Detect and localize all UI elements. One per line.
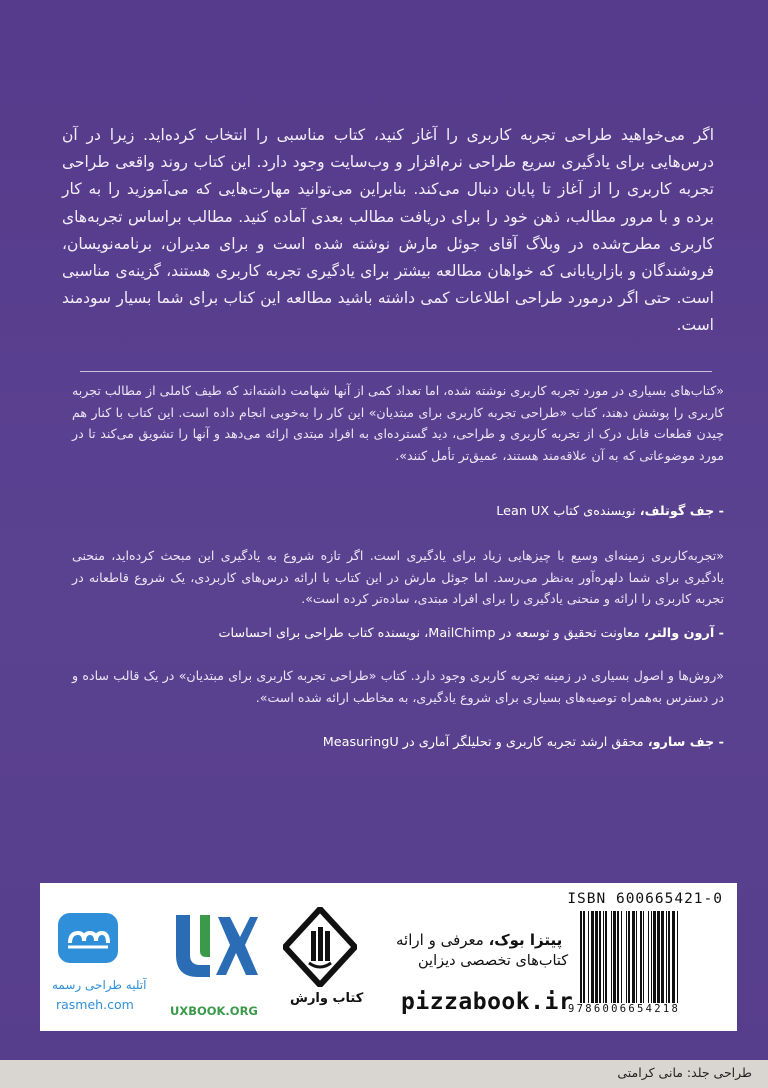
- pizzabook-tagline-text: معرفی و ارائه: [396, 931, 484, 949]
- book-blurb: اگر می‌خواهید طراحی تجربه کاربری را آغاز کنید، کتاب مناسبی را انتخاب کرده‌اید. زیرا در آن درس‌هایی برای یادگیری سریع طراحی نرم‌افزار و وب‌سایت وجود دارد. این کتاب روند واقعی طراحی تجربه کاربری را از آغاز تا پایان دنبال می‌کند. بنابراین می‌توانید مهارت‌هایی که می‌آموزید را به کار برده و با مرور مطالب، ذهن خود را برای دریافت مطالب بعدی آماده کنید. مطالب براساس تجربه‌های کاربری مطرح‌شده در وبلاگ آقای جوئل مارش نوشته شده است و برای مدیران، برنامه‌نویسان، فروشندگان و بازاریابانی که خواهان مطالعه بیشتر برای یادگیری تجربه کاربری هستند، گزینه‌ی مناسبی است. حتی اگر درمورد طراحی اطلاعات کمی داشته باشید مطالعه این کتاب برای شما بسیار سودمند است.: [62, 126, 714, 335]
- pizzabook-tagline: [396, 931, 562, 949]
- pizzabook-brand: پیتزا بوک،: [488, 931, 563, 949]
- publisher-name: کتاب وارش: [290, 991, 364, 1006]
- cover-designer-credit: طراحی جلد: مانی کرامتی: [617, 1065, 752, 1080]
- pizzabook-subtitle: کتاب‌های تخصصی دیزاین: [418, 953, 569, 969]
- testimonial-author: - آرون والتر،: [643, 626, 724, 641]
- uxbook-url[interactable]: UXBOOK.ORG: [170, 1004, 258, 1018]
- testimonial-quote: «تجربه‌کاربری زمینه‌ای وسیع با چیزهایی زیاد برای یادگیری است. اگر تازه شروع به یادگیری این مبحث کرده‌اید، منحنی یادگیری برای شما دلهره‌آور به‌نظر می‌رسد. اما جوئل مارش در این کتاب با ارائه درس‌های کاربردی، یک شروع قاطعانه در تجربه کاربری را ارائه و منحنی یادگیری را برای افراد مبتدی، ساده‌تر کرده است».: [72, 548, 724, 606]
- rasmeh-name: آتلیه طراحی رسمه: [52, 978, 147, 992]
- testimonial-attribution: [218, 626, 724, 641]
- divider: [80, 371, 712, 372]
- testimonial-author: - جف سارو،: [647, 735, 724, 750]
- uxbook-logo-icon: [170, 911, 258, 981]
- publisher-panel: [40, 883, 737, 1031]
- testimonial-role: محقق ارشد تجربه کاربری و تحلیلگر آماری در MeasuringU: [322, 735, 644, 750]
- testimonial-quote: «روش‌ها و اصول بسیاری در زمینه تجربه کاربری وجود دارد. کتاب «طراحی تجربه کاربری برای مبتدیان» در یک قالب ساده و در دسترس به‌همراه توصیه‌های بسیاری برای شروع یادگیری، به مخاطب ارائه شده است».: [72, 668, 724, 705]
- barcode-digits: 9786006654218: [568, 1003, 681, 1015]
- barcode: [580, 911, 722, 1003]
- testimonial-role: نویسنده‌ی کتاب Lean UX: [496, 504, 636, 519]
- rasmeh-url[interactable]: rasmeh.com: [56, 997, 134, 1012]
- testimonial-role: معاونت تحقیق و توسعه در MailChimp، نویسنده کتاب طراحی برای احساسات: [218, 626, 640, 641]
- testimonial-attribution: [323, 735, 724, 750]
- testimonial-author: - جف گوتلف،: [639, 504, 724, 519]
- testimonial-quote: «کتاب‌های بسیاری در مورد تجربه کاربری نوشته شده، اما تعداد کمی از آنها شهامت داشته‌اند که طیف کاملی از مطالب تجربه کاربری را پوشش دهند، کتاب «طراحی تجربه کاربری برای مبتدیان» این کار را به‌خوبی انجام داده است. این کتاب با کنار هم چیدن قطعات قابل درک از تجربه کاربری و طراحی، دید گسترده‌ای به افراد مبتدی ارائه می‌دهد و آنها را تشویق می‌کند تا در مورد موضوعاتی که به آن علاقه‌مند هستند، عمیق‌تر تأمل کنند».: [72, 383, 724, 463]
- publisher-logo-icon: [283, 907, 357, 987]
- barcode-bar: [678, 911, 679, 1003]
- rasmeh-logo-icon: [58, 913, 118, 963]
- isbn-label: ISBN 600665421-0: [567, 891, 723, 907]
- testimonial-attribution: [496, 504, 724, 519]
- pizzabook-url[interactable]: pizzabook.ir: [401, 989, 574, 1015]
